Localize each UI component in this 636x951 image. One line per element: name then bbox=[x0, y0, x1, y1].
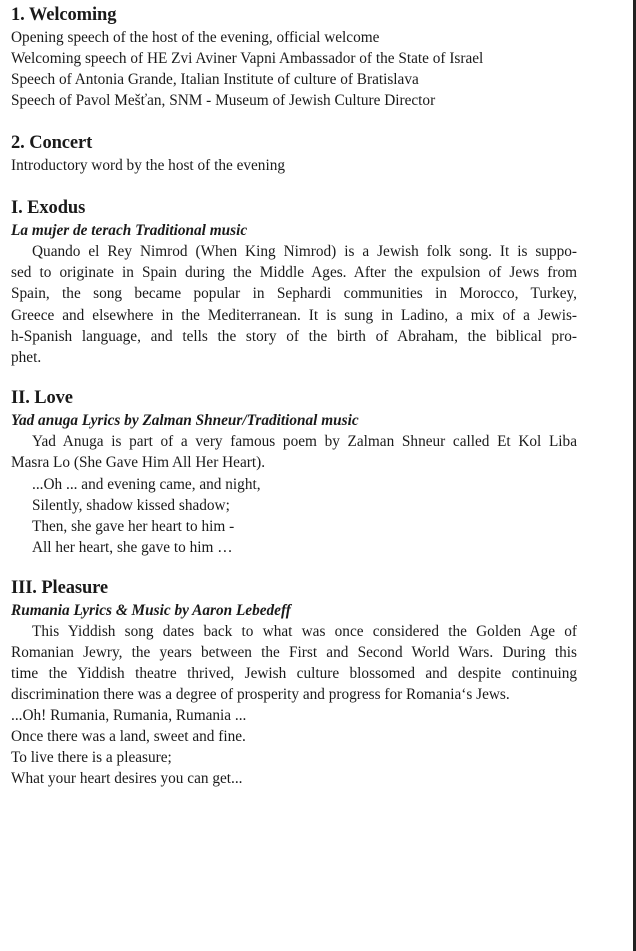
exodus-subtitle: La mujer de terach Traditional music bbox=[11, 222, 248, 239]
verse-line: ...Oh! Rumania, Rumania, Rumania ... bbox=[11, 707, 247, 725]
paragraph-line: Quando el Rey Nimrod (When King Nimrod) is a Jewish folk song. It is suppo- bbox=[32, 243, 577, 260]
verse-line: Silently, shadow kissed shadow; bbox=[32, 496, 230, 514]
paragraph-line: sed to originate in Spain during the Middle Ages. After the expulsion of Jews from bbox=[11, 264, 577, 282]
exodus-paragraph bbox=[11, 241, 577, 368]
section-welcoming bbox=[11, 3, 577, 111]
paragraph-line: Yad Anuga is part of a very famous poem by Zalman Shneur called Et Kol Liba bbox=[32, 433, 577, 451]
love-heading: II. Love bbox=[11, 388, 73, 409]
verse-line: All her heart, she gave to him … bbox=[32, 538, 233, 556]
welcoming-heading: 1. Welcoming bbox=[11, 5, 117, 25]
paragraph-line: This Yiddish song dates back to what was once considered the Golden Age of bbox=[32, 622, 577, 640]
pleasure-subtitle: Rumania Lyrics & Music by Aaron Lebedeff bbox=[11, 601, 291, 619]
section-concert bbox=[11, 131, 577, 176]
pleasure-paragraph bbox=[11, 621, 577, 706]
welcoming-line: Welcoming speech of HE Zvi Aviner Vapni Ambassador of the State of Israel bbox=[11, 50, 484, 67]
section-exodus bbox=[11, 196, 577, 368]
verse-line: To live there is a pleasure; bbox=[11, 749, 172, 767]
verse-line: Then, she gave her heart to him - bbox=[32, 517, 235, 535]
paragraph-line: Masra Lo (She Gave Him All Her Heart). bbox=[11, 454, 266, 472]
paragraph-line: phet. bbox=[11, 349, 42, 367]
pleasure-heading: III. Pleasure bbox=[11, 577, 109, 598]
paragraph-line: Romanian Jewry, the years between the First and Second World Wars. During this bbox=[11, 643, 577, 661]
verse-line: What your heart desires you can get... bbox=[11, 770, 243, 788]
welcoming-line: Opening speech of the host of the evening, official welcome bbox=[11, 29, 380, 46]
exodus-heading: I. Exodus bbox=[11, 198, 86, 218]
program-page bbox=[11, 3, 577, 789]
section-pleasure bbox=[11, 576, 577, 790]
paragraph-line: time the Yiddish theatre thrived, Jewish culture blossomed and despite continuing bbox=[11, 665, 577, 683]
concert-line: Introductory word by the host of the evening bbox=[11, 157, 286, 174]
concert-heading: 2. Concert bbox=[11, 133, 93, 153]
verse-line: Once there was a land, sweet and fine. bbox=[11, 728, 246, 746]
welcoming-line: Speech of Pavol Mešťan, SNM - Museum of Jewish Culture Director bbox=[11, 92, 436, 109]
section-love bbox=[11, 386, 577, 557]
paragraph-line: Greece and elsewhere in the Mediterranean. It is sung in Ladino, a mix of a Jewis- bbox=[11, 306, 577, 324]
paragraph-line: Spain, the song became popular in Sephardi communities in Morocco, Turkey, bbox=[11, 285, 577, 303]
love-subtitle: Yad anuga Lyrics by Zalman Shneur/Traditional music bbox=[11, 412, 359, 430]
paragraph-line: h-Spanish language, and tells the story of the birth of Abraham, the biblical pro- bbox=[11, 327, 577, 345]
paragraph-line: discrimination there was a degree of prosperity and progress for Romania‘s Jews. bbox=[11, 686, 510, 704]
love-paragraph bbox=[11, 431, 577, 473]
welcoming-line: Speech of Antonia Grande, Italian Institute of culture of Bratislava bbox=[11, 71, 419, 88]
verse-line: ...Oh ... and evening came, and night, bbox=[32, 475, 261, 493]
